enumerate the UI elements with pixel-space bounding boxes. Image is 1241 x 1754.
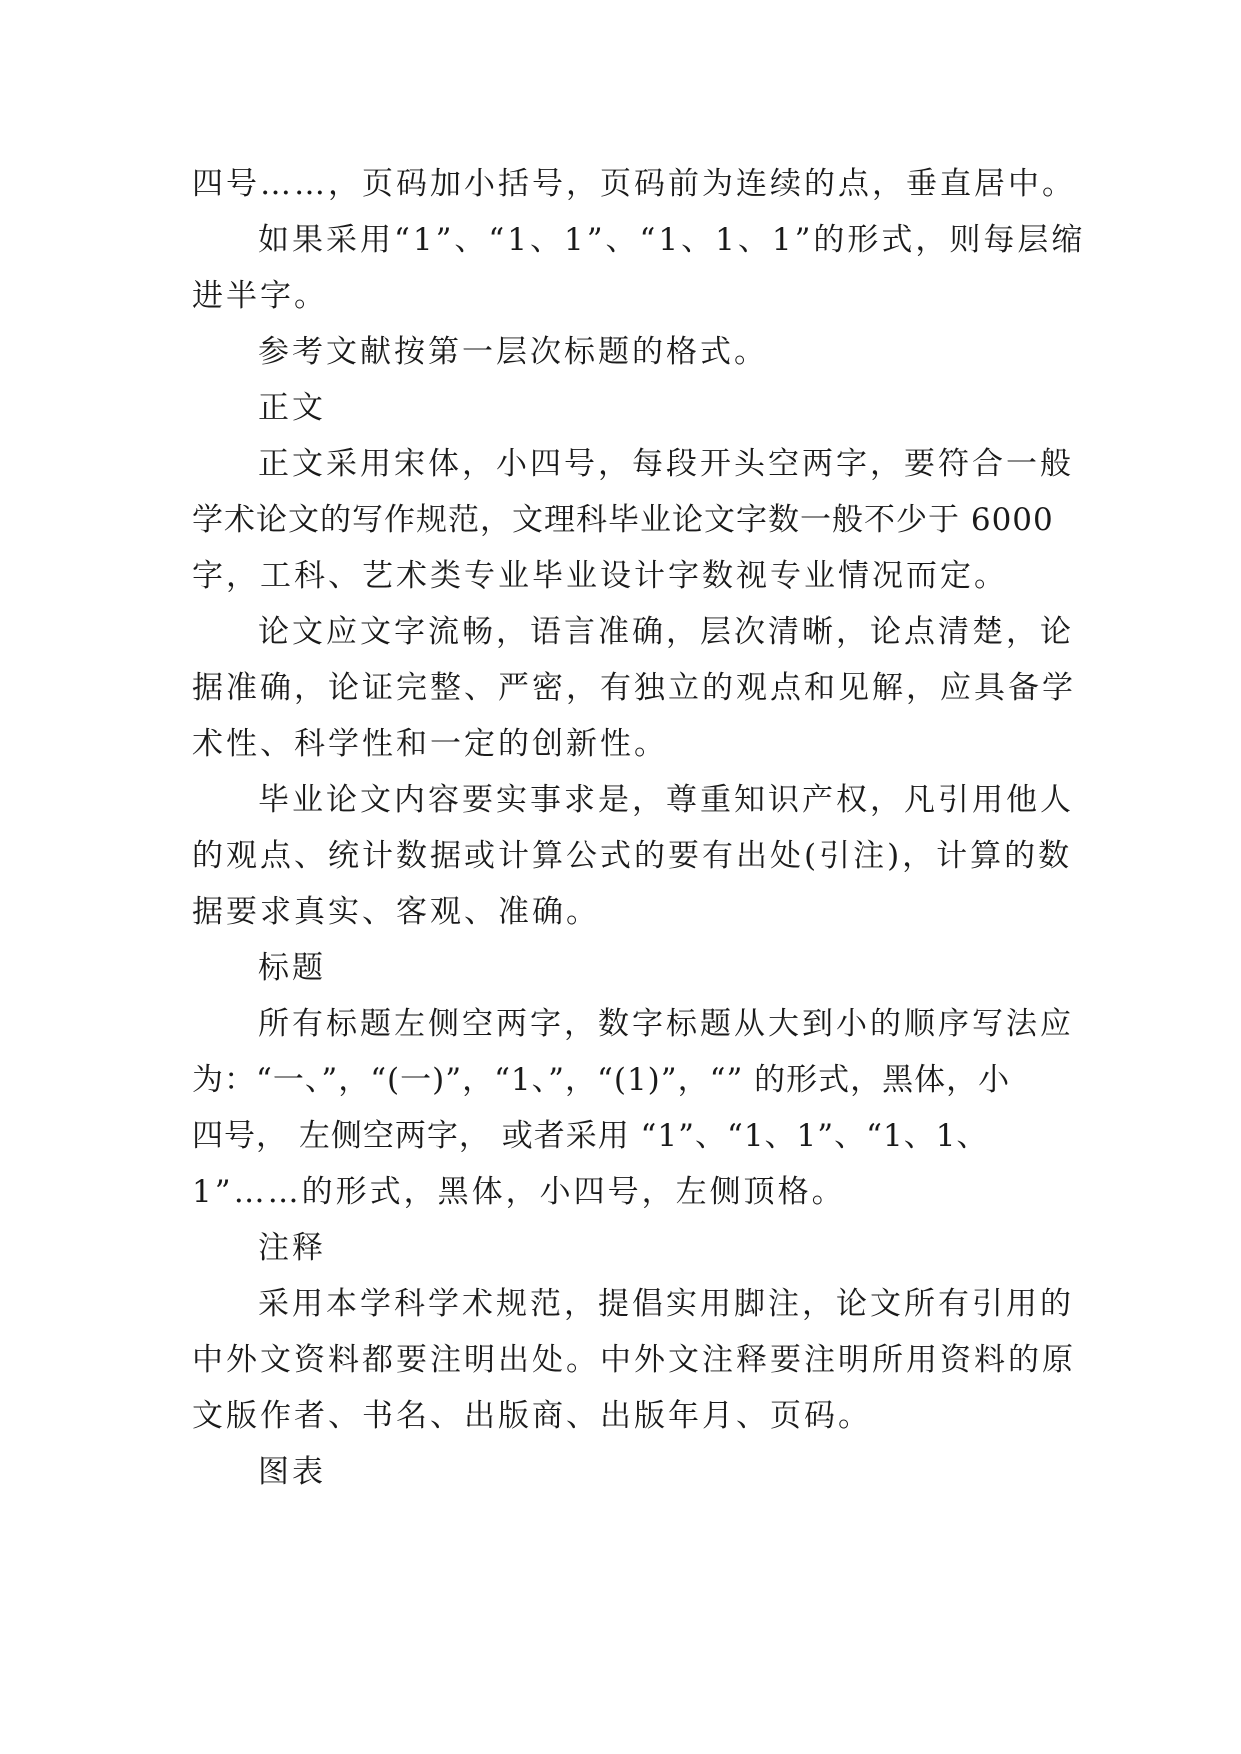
text-line: 采用本学科学术规范，提倡实用脚注，论文所有引用的	[258, 1286, 1074, 1322]
text-line: 如果采用“1”、“1、1”、“1、1、1”的形式，则每层缩	[258, 222, 1086, 258]
text-line: 术性、科学性和一定的创新性。	[192, 726, 668, 762]
text-line: 学术论文的写作规范，文理科毕业论文字数一般不少于 6000	[192, 502, 1054, 538]
text-line: 的观点、统计数据或计算公式的要有出处(引注)，计算的数	[192, 838, 1073, 874]
text-line: 四号， 左侧空两字， 或者采用 “1”、“1、1”、“1、1、	[192, 1118, 989, 1154]
text-line: 文版作者、书名、出版商、出版年月、页码。	[192, 1398, 872, 1434]
text-line: 进半字。	[192, 278, 328, 314]
section-heading-figures: 图表	[258, 1454, 326, 1490]
text-line: 毕业论文内容要实事求是，尊重知识产权，凡引用他人	[258, 782, 1074, 818]
text-line: 四号……，页码加小括号，页码前为连续的点，垂直居中。	[192, 166, 1076, 202]
text-line: 为：“一、”，“(一)”，“1、”，“(1)”，“” 的形式，黑体，小	[192, 1062, 1011, 1098]
text-line: 据准确，论证完整、严密，有独立的观点和见解，应具备学	[192, 670, 1076, 706]
text-line: 论文应文字流畅，语言准确，层次清晰，论点清楚，论	[258, 614, 1074, 650]
text-line: 正文采用宋体，小四号，每段开头空两字，要符合一般	[258, 446, 1074, 482]
text-line: 中外文资料都要注明出处。中外文注释要注明所用资料的原	[192, 1342, 1076, 1378]
text-line: 参考文献按第一层次标题的格式。	[258, 334, 768, 370]
section-heading-notes: 注释	[258, 1230, 326, 1266]
section-heading-title: 标题	[258, 950, 326, 986]
text-line: 所有标题左侧空两字，数字标题从大到小的顺序写法应	[258, 1006, 1074, 1042]
text-line: 1”……的形式，黑体，小四号，左侧顶格。	[192, 1174, 846, 1210]
section-heading-body: 正文	[258, 390, 326, 426]
text-line: 据要求真实、客观、准确。	[192, 894, 600, 930]
text-line: 字，工科、艺术类专业毕业设计字数视专业情况而定。	[192, 558, 1008, 594]
